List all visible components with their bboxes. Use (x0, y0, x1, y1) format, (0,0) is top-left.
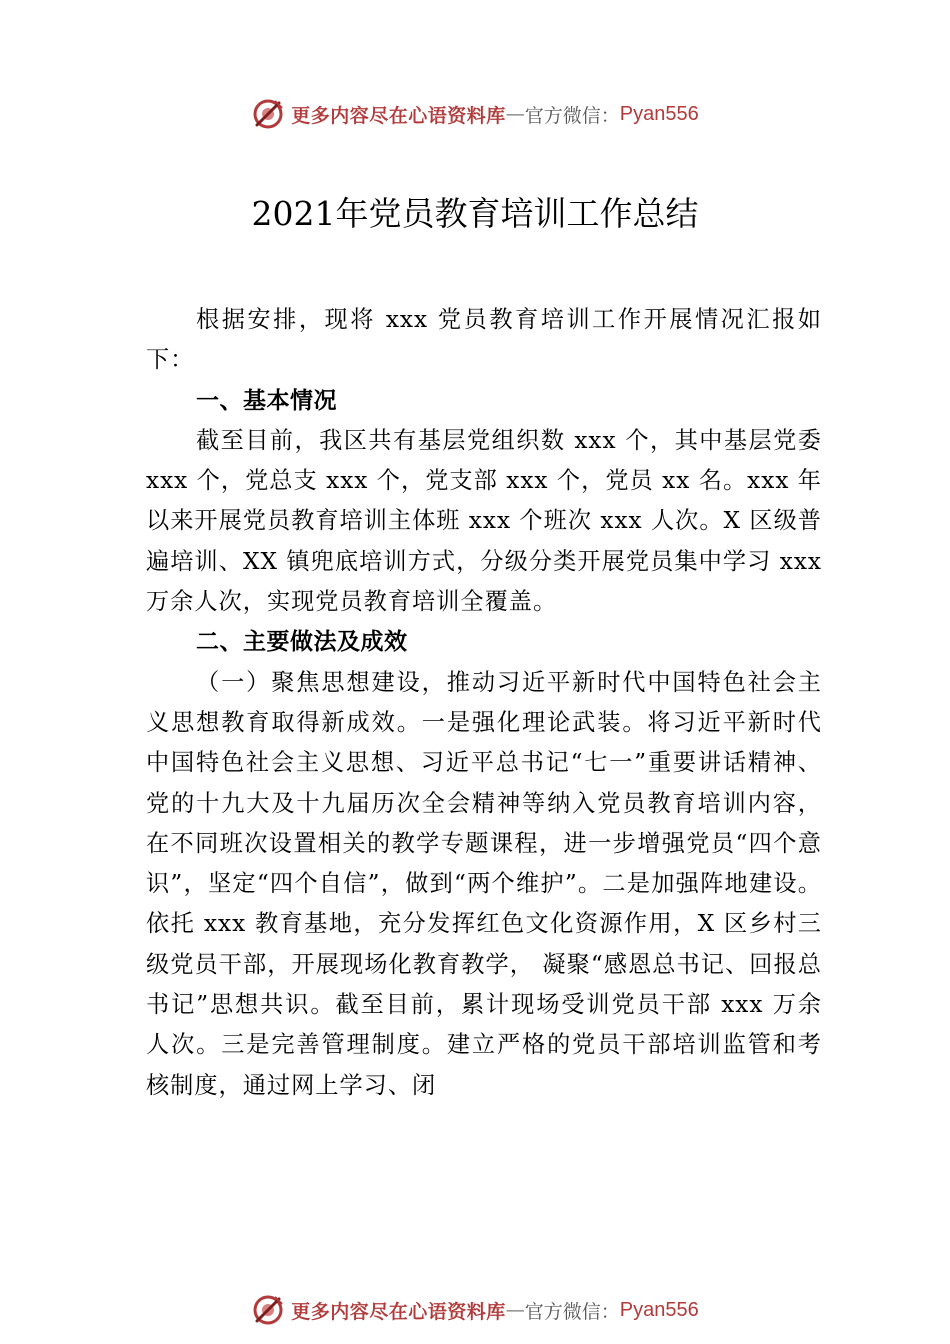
section-1-paragraph: 截至目前，我区共有基层党组织数 xxx 个，其中基层党委 xxx 个，党总支 xxx 个，党支部 xxx 个，党员 xx 名。xxx 年以来开展党员教育培训主体班 xxx 个班次 xxx 人次。X 区级普遍培训、XX 镇兜底培训方式，分级分类开展党员集中学习 xxx 万余人次，实现党员教育培训全覆盖。 (146, 426, 822, 616)
section-heading-1: 一、基本情况 (196, 387, 337, 414)
brush-logo-icon (251, 1293, 285, 1327)
section-heading-2: 二、主要做法及成效 (196, 629, 408, 656)
banner-brand: 更多内容尽在心语资料库 (291, 104, 506, 127)
intro-paragraph: 根据安排，现将 xxx 党员教育培训工作开展情况汇报如下： (146, 306, 822, 374)
section-2-paragraph: （一）聚焦思想建设，推动习近平新时代中国特色社会主义思想教育取得新成效。一是强化理论武装。将习近平新时代中国特色社会主义思想、习近平总书记“七一”重要讲话精神、党的十九大及十九届历次全会精神等纳入党员教育培训内容，在不同班次设置相关的教学专题课程，进一步增强党员“四个意识”，坚定“四个自信”，做到“两个维护”。二是加强阵地建设。依托 xxx 教育基地，充分发挥红色文化资源作用，X 区乡村三级党员干部，开展现场化教育教学， 凝聚“感恩总书记、回报总书记”思想共识。截至目前，累计现场受训党员干部 xxx 万余人次。三是完善管理制度。建立严格的党员干部培训监管和考核制度，通过网上学习、闭 (146, 668, 822, 1099)
banner-brand: 更多内容尽在心语资料库 (291, 1300, 506, 1323)
banner-wechat-id: Pyan556 (619, 102, 699, 125)
banner-wechat-label: 官方微信： (524, 104, 620, 127)
footer-banner (0, 1290, 950, 1330)
brush-logo-icon (251, 97, 285, 131)
banner-dash: — (505, 1299, 525, 1321)
banner-wechat-id: Pyan556 (619, 1298, 699, 1321)
document-body (146, 300, 822, 1106)
banner-wechat-label: 官方微信： (524, 1300, 620, 1323)
banner-dash: — (505, 103, 525, 125)
document-title: 2021年党员教育培训工作总结 (251, 194, 699, 233)
header-banner (0, 94, 950, 134)
